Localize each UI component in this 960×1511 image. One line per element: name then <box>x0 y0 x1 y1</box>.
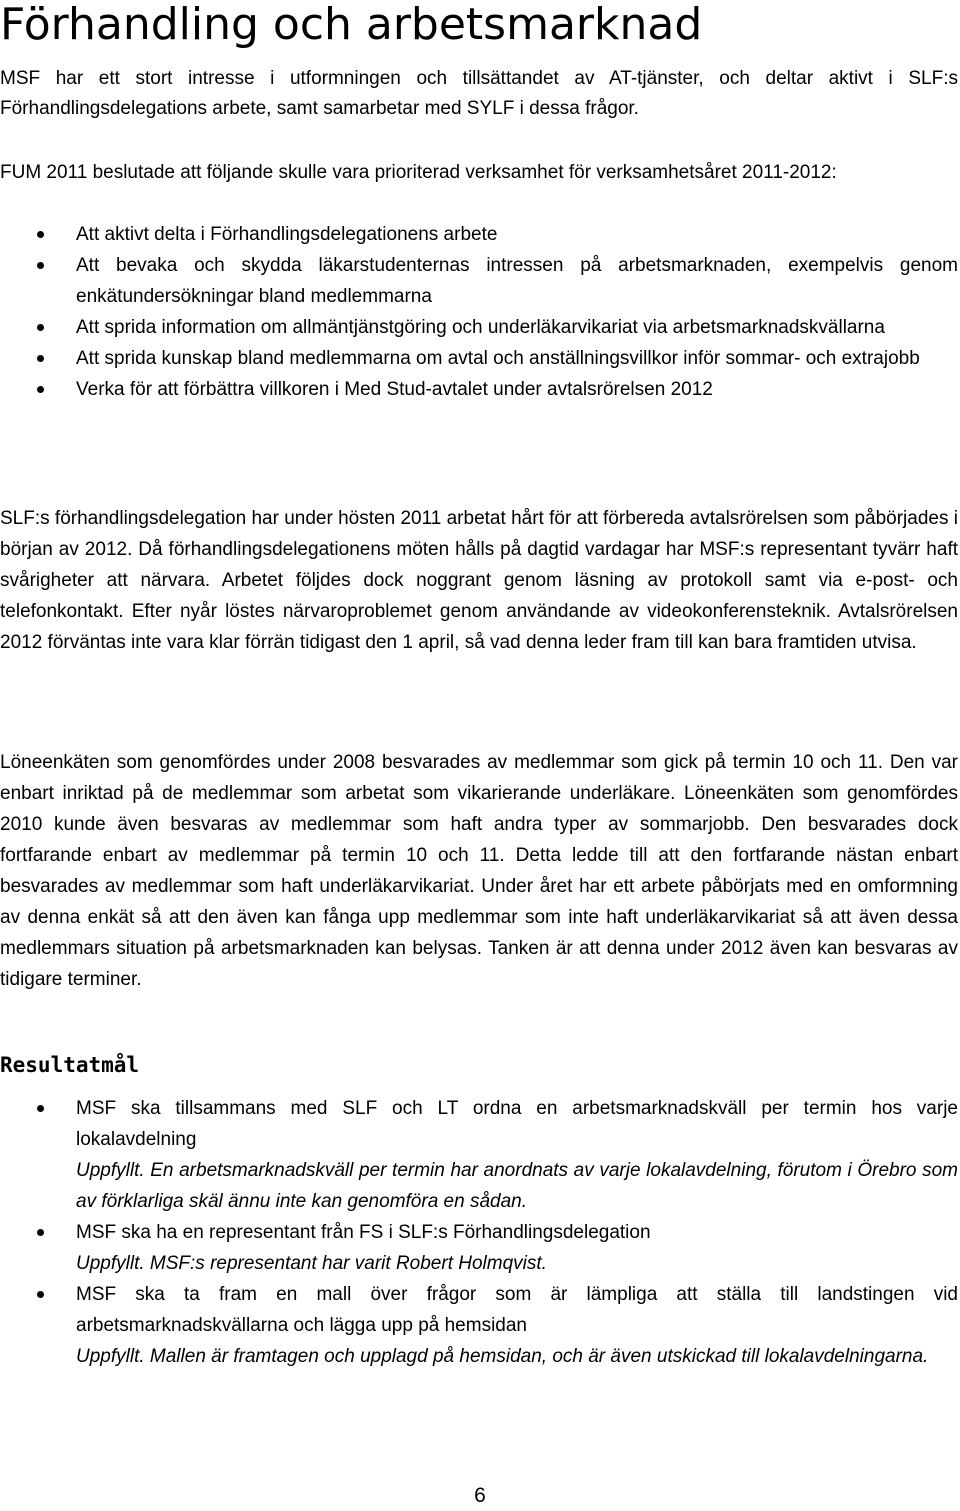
bullet-icon <box>37 1105 44 1112</box>
bullet-icon <box>37 1229 44 1236</box>
list-item <box>0 1279 958 1372</box>
list-item-text: Att sprida information om allmäntjänstgöring och underläkarvikariat via arbetsmarknadskvällarna <box>76 317 885 338</box>
slf-paragraph: SLF:s förhandlingsdelegation har under hösten 2011 arbetat hårt för att förbereda avtalsrörelsen som påbörjades i början av 2012. Då förhandlingsdelegationens möten hålls på dagtid vardagar har MSF:s representant tyvärr haft svårigheter att närvara. Arbetet följdes dock noggrant genom läsning av protokoll samt via e-post- och telefonkontakt. Efter nyår löstes närvaroproblemet genom användande av videokonferensteknik. Avtalsrörelsen 2012 förväntas inte vara klar förrän tidigast den 1 april, så vad denna leder fram till kan bara framtiden utvisa. <box>0 508 958 653</box>
list-item <box>0 1093 958 1217</box>
list-item-text: Att aktivt delta i Förhandlingsdelegationens arbete <box>76 224 498 245</box>
page-number: 6 <box>474 1484 486 1507</box>
fum-intro-paragraph: FUM 2011 beslutade att följande skulle vara prioriterad verksamhet för verksamhetsåret 2011-2012: <box>0 162 837 183</box>
list-item <box>0 219 958 250</box>
result-goal: MSF ska ta fram en mall över frågor som är lämpliga att ställa till landstingen vid arbetsmarknadskvällarna och lägga upp på hemsidan <box>76 1284 958 1336</box>
list-item-text: Att bevaka och skydda läkarstudenternas intressen på arbetsmarknaden, exempelvis genom enkätundersökningar bland medlemmarna <box>76 255 958 307</box>
bullet-icon <box>37 262 44 269</box>
bullet-icon <box>37 386 44 393</box>
list-item <box>0 343 958 374</box>
result-outcome: Uppfyllt. En arbetsmarknadskväll per termin har anordnats av varje lokalavdelning, förutom i Örebro som av förklarliga skäl ännu inte kan genomföra en sådan. <box>76 1160 958 1212</box>
result-goal: MSF ska ha en representant från FS i SLF:s Förhandlingsdelegation <box>76 1222 651 1243</box>
bullet-icon <box>37 231 44 238</box>
list-item <box>0 1217 958 1279</box>
intro-paragraph: MSF har ett stort intresse i utformningen och tillsättandet av AT-tjänster, och deltar aktivt i SLF:s Förhandlingsdelegations arbete, samt samarbetar med SYLF i dessa frågor. <box>0 68 958 119</box>
list-item <box>0 374 958 405</box>
list-item <box>0 250 958 312</box>
result-goal: MSF ska tillsammans med SLF och LT ordna en arbetsmarknadskväll per termin hos varje lokalavdelning <box>76 1098 958 1150</box>
lone-survey-paragraph: Löneenkäten som genomfördes under 2008 besvarades av medlemmar som gick på termin 10 och 11. Den var enbart inriktad på de medlemmar som arbetat som vikarierande underläkare. Löneenkäten som genomfördes 2010 kunde även besvaras av medlemmar som haft andra typer av sommarjobb. Den besvarades dock fortfarande enbart av medlemmar på termin 10 och 11. Detta ledde till att den fortfarande nästan enbart besvarades av medlemmar som haft underläkarvikariat. Under året har ett arbete påbörjats med en omformning av denna enkät så att den även kan fånga upp medlemmar som inte haft underläkarvikariat så att även dessa medlemmars situation på arbetsmarknaden kan belysas. Tanken är att denna under 2012 även kan besvaras av tidigare terminer. <box>0 752 958 990</box>
priority-list <box>0 219 958 405</box>
list-item-text: Verka för att förbättra villkoren i Med Stud-avtalet under avtalsrörelsen 2012 <box>76 379 713 400</box>
bullet-icon <box>37 324 44 331</box>
bullet-icon <box>37 355 44 362</box>
bullet-icon <box>37 1291 44 1298</box>
result-outcome: Uppfyllt. Mallen är framtagen och upplagd på hemsidan, och är även utskickad till lokalavdelningarna. <box>76 1346 929 1367</box>
list-item <box>0 312 958 343</box>
results-list <box>0 1093 958 1372</box>
result-outcome: Uppfyllt. MSF:s representant har varit Robert Holmqvist. <box>76 1253 547 1274</box>
results-heading: Resultatmål <box>0 1053 140 1077</box>
list-item-text: Att sprida kunskap bland medlemmarna om avtal och anställningsvillkor inför sommar- och extrajobb <box>76 348 920 369</box>
page-title: Förhandling och arbetsmarknad <box>0 0 703 50</box>
